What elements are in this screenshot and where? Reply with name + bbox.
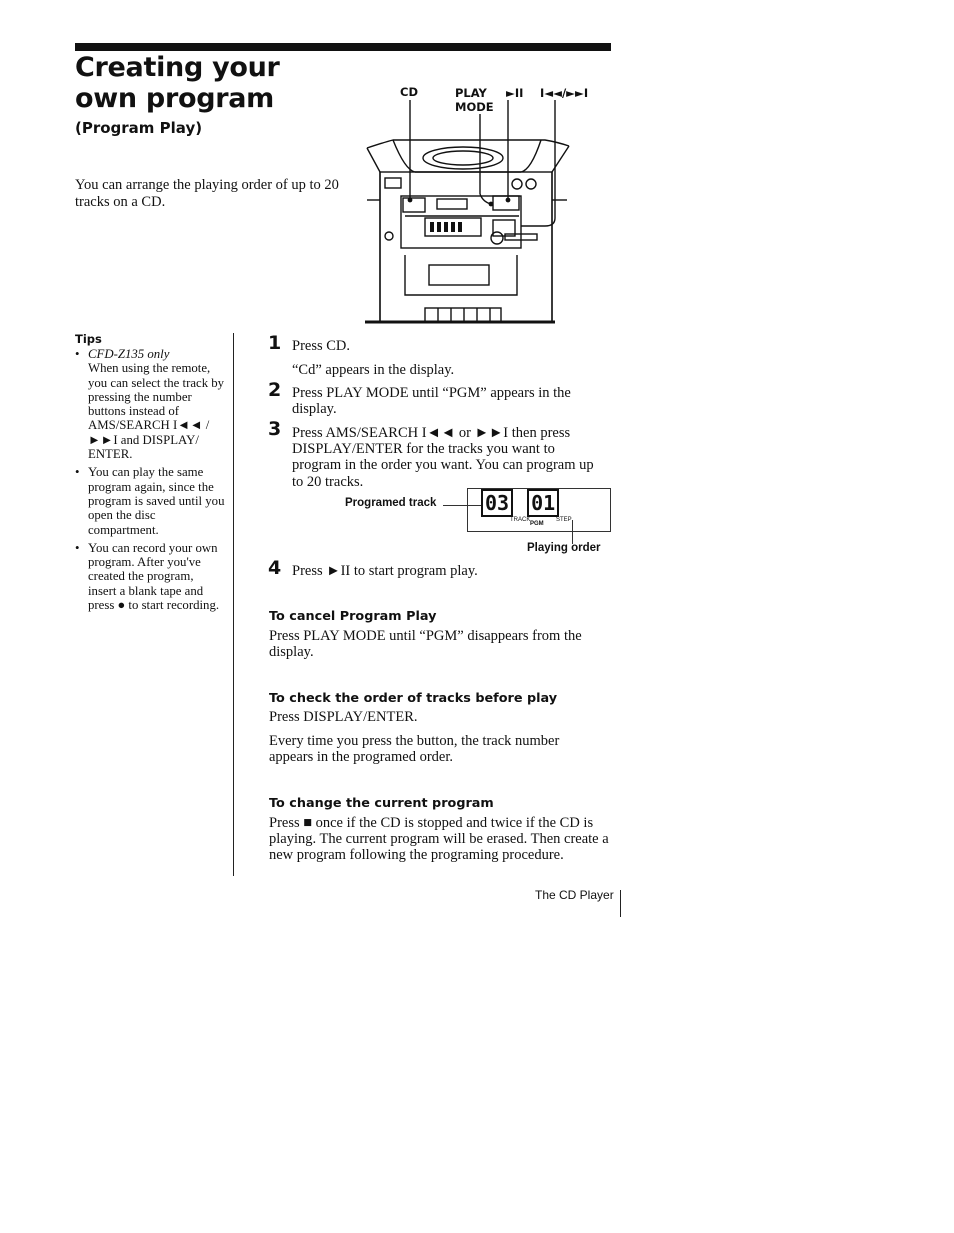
tip-item-2 (75, 465, 225, 536)
page-title-line1: Creating your (75, 52, 280, 83)
label-cd: CD (400, 85, 418, 99)
tip-bullet: • (75, 540, 80, 555)
lcd-step-digits: 01 (527, 489, 559, 517)
footer-section-name: The CD Player (535, 888, 614, 902)
tip-bullet: • (75, 465, 80, 480)
tip-item-3 (75, 541, 225, 612)
lcd-tiny-pgm: PGM (530, 521, 544, 527)
cd-radio-illustration (345, 100, 595, 330)
tip-item-3-body: You can record your own program. After you've created the program, insert a blank tape and press ● to start recording. (88, 540, 220, 613)
tip-bullet: • (75, 347, 80, 361)
lcd-tiny-track: TRACK (510, 517, 531, 523)
step-3-number: 3 (268, 418, 282, 440)
tip-item-1-title: CFD-Z135 only (88, 347, 170, 361)
column-divider (233, 333, 234, 876)
label-search: I◄◄/►►I (540, 86, 589, 100)
check-body-1: Press DISPLAY/ENTER. (269, 709, 418, 725)
lcd-tiny-step: STEP (556, 517, 572, 523)
step-2-number: 2 (268, 379, 282, 401)
cancel-body: Press PLAY MODE until “PGM” disappears from the display. (269, 628, 582, 661)
tip-item-2-body: You can play the same program again, since the program is saved until you open the disc compartment. (88, 465, 225, 537)
step-4-number: 4 (268, 557, 282, 579)
label-play-pause: ►II (506, 86, 524, 100)
page-title-line2: own program (75, 83, 275, 114)
playing-order-leader (572, 520, 573, 544)
step-3-text: Press AMS/SEARCH I◄◄ or ►►I then press DISPLAY/ENTER for the tracks you want to program in the order you want. You can program up to 20 tracks. (292, 425, 594, 490)
lcd-track-digits: 03 (481, 489, 513, 517)
step-2-text: Press PLAY MODE until “PGM” appears in the display. (292, 385, 571, 418)
tips-heading: Tips (75, 332, 102, 346)
step-1-line2: “Cd” appears in the display. (292, 362, 455, 379)
intro-text: You can arrange the playing order of up to 20 tracks on a CD. (75, 177, 339, 210)
check-body-2: Every time you press the button, the track number appears in the programed order. (269, 733, 560, 766)
programed-track-label: Programed track (345, 497, 437, 509)
label-play-mode-line1: PLAY (455, 86, 487, 100)
step-4-text: Press ►II to start program play. (292, 563, 478, 579)
step-1-number: 1 (268, 332, 282, 354)
playing-order-label: Playing order (527, 542, 601, 554)
tip-item-1 (75, 347, 225, 461)
footer-rule (620, 890, 621, 917)
tip-item-1-body: When using the remote, you can select the track by pressing the number buttons instead of AMS/SEARCH I◄◄ / ►►I and DISPLAY/ ENTER. (88, 361, 225, 462)
page-subtitle: (Program Play) (75, 119, 203, 137)
label-play-mode-line2: MODE (455, 100, 494, 114)
header-rule (75, 43, 611, 51)
change-heading: To change the current program (269, 796, 494, 811)
lcd-digits (481, 493, 559, 515)
tips-list (75, 347, 225, 616)
cancel-heading: To cancel Program Play (269, 609, 437, 624)
change-body: Press ■ once if the CD is stopped and twice if the CD is playing. The current program will be erased. Then create a new program following the programing procedure. (269, 815, 609, 864)
check-heading: To check the order of tracks before play (269, 691, 558, 706)
step-1-text (292, 338, 612, 378)
page-title (75, 52, 280, 114)
step-1-line1: Press CD. (292, 338, 351, 354)
